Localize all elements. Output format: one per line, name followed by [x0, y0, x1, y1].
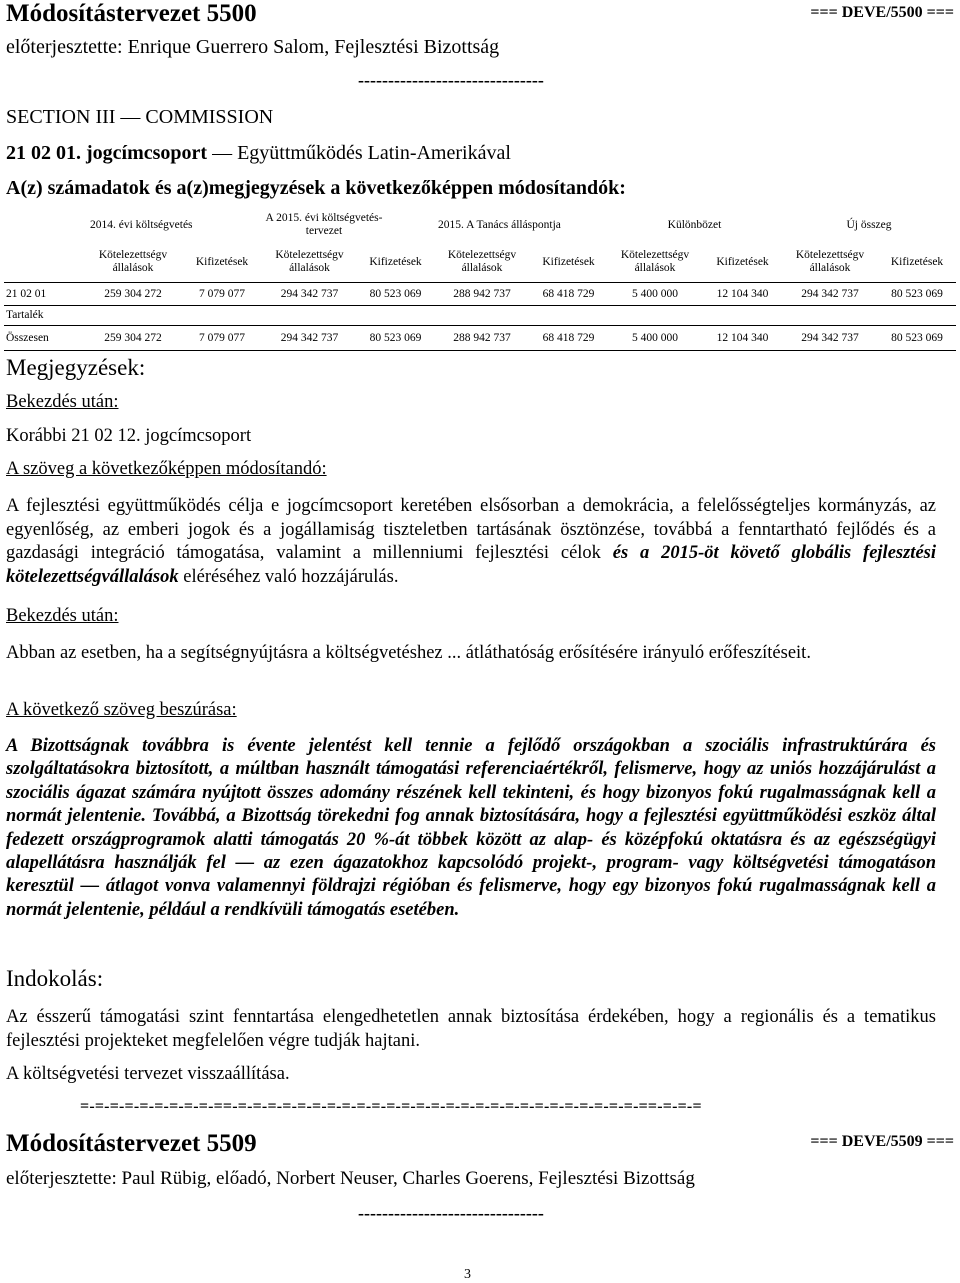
page-number: 3 [464, 1267, 471, 1282]
table-cell: 80 523 069 [878, 283, 956, 306]
table-cell: 80 523 069 [357, 283, 434, 306]
table-cell: 12 104 340 [703, 326, 782, 351]
subheader-commitments-line1: Kötelezettségv [275, 249, 344, 261]
inserted-paragraph: A Bizottságnak továbbra is évente jelentést kell tennie a fejlődő országokban a szociális infrastruktúrára és szolgáltatásokra biztosított, a múltban használt támogatási referenciaértékről, felismerve, hogy az uniós hozzájárulást a szociális ágazat számára nyújtott összes adomány részének kell tekinteni, és hogy bizonyos fokú rugalmasságnak kell a normát jelentenie. Továbbá, a Bizottság törekedni fog annak biztosítására, hogy a fejlesztési együttműködési eszköz által fedezett országprogramok alatti támogatás 20 %-át többek között az alap- és középfokú oktatásra és az egészségügyi alapellátásra használják fel — az ezen ágazatokhoz kapcsolódó projekt-, program- vagy költségvetési támogatáson keresztül — átlagot vonva valamennyi földrajzi régióban és felismerve, hogy egy bizonyos fokú rugalmasságnak kell a normát jelentenie, például a rendkívüli támogatás esetében. [6, 736, 936, 920]
table-cell: 7 079 077 [182, 283, 262, 306]
row-label: Összesen [4, 326, 84, 351]
table-cell: 288 942 737 [434, 326, 530, 351]
remarks-paragraph-2: Abban az esetben, ha a segítségnyújtásra a költségvetéshez ... átláthatóság erősítésére irányuló erőfeszítéseit. [6, 643, 811, 663]
subheader-commitments [84, 242, 182, 283]
table-cell [607, 306, 703, 326]
subheader-commitments-line2: állalások [112, 262, 154, 274]
table-cell [262, 306, 357, 326]
subheader-commitments [262, 242, 357, 283]
table-cell: 68 418 729 [530, 283, 607, 306]
subheader-commitments [434, 242, 530, 283]
table-row [4, 283, 956, 306]
p1-inserted-text: és a 2015-öt követő globális fejlesztési kötelezettségvállalások [6, 543, 936, 587]
table-cell [182, 306, 262, 326]
subheader-empty [4, 242, 84, 283]
table-cell: 7 079 077 [182, 326, 262, 351]
subheader-payments: Kifizetések [195, 255, 249, 268]
previous-item: Korábbi 21 02 12. jogcímcsoport [6, 426, 252, 446]
item-label: jogcímcsoport [86, 142, 208, 164]
section-heading: SECTION III — COMMISSION [6, 106, 274, 128]
tabled-by-2: előterjesztette: Paul Rübig, előadó, Norbert Neuser, Charles Goerens, Fejlesztési Bizottság [6, 1168, 695, 1189]
table-cell [703, 306, 782, 326]
col-group-2014: 2014. évi költségvetés [90, 218, 193, 231]
amendment-code: === DEVE/5500 === [810, 4, 954, 21]
justification-heading: Indokolás: [6, 966, 104, 991]
subheader-payments: Kifizetések [542, 255, 595, 268]
subheader-commitments-line1: Kötelezettségv [98, 249, 168, 261]
justification-restore: A költségvetési tervezet visszaállítása. [6, 1064, 290, 1084]
table-cell: 259 304 272 [84, 283, 182, 306]
table-cell: 80 523 069 [878, 326, 956, 351]
table-cell: 294 342 737 [262, 283, 357, 306]
col-group-council-2015: 2015. A Tanács álláspontja [438, 218, 561, 231]
budget-table [4, 208, 956, 351]
subheader-commitments-line1: Kötelezettségv [795, 249, 865, 261]
table-cell: 68 418 729 [530, 326, 607, 351]
dash-separator-2: ------------------------------- [358, 1203, 544, 1223]
after-paragraph-label: Bekezdés után: [6, 392, 119, 412]
amendment-code-2: === DEVE/5509 === [810, 1133, 954, 1150]
item-code: 21 02 01. [6, 142, 81, 164]
remarks-heading: Megjegyzések: [6, 355, 146, 380]
row-label: Tartalék [4, 306, 84, 326]
p1-end-text: eléréséhez való hozzájárulás. [183, 566, 399, 587]
item-name: Együttműködés Latin-Amerikával [237, 142, 511, 164]
table-cell [357, 306, 434, 326]
subheader-commitments [607, 242, 703, 283]
table-cell: 288 942 737 [434, 283, 530, 306]
table-cell: 294 342 737 [782, 283, 878, 306]
col-group-draft-2015 [262, 208, 434, 242]
budget-item-heading [6, 142, 511, 165]
subheader-commitments-line2: állalások [634, 262, 676, 274]
table-cell [434, 306, 530, 326]
subheader-commitments [782, 242, 878, 283]
col-group-draft-2015-label: A 2015. évi költségvetés-tervezet [265, 212, 383, 237]
table-cell: 5 400 000 [607, 283, 703, 306]
subheader-commitments-line1: Kötelezettségv [620, 249, 690, 261]
justification-paragraph: Az ésszerű támogatási szint fenntartása elengedhetetlen annak biztosítása érdekében, hogy a regionális és a tematikus fejlesztési projekteket megfelelően végre tudják hajtani. [6, 1007, 936, 1051]
after-paragraph-label-2: Bekezdés után: [6, 606, 119, 626]
amend-text-label: A szöveg a következőképpen módosítandó: [6, 459, 327, 479]
table-cell: 80 523 069 [357, 326, 434, 351]
insert-text-label: A következő szöveg beszúrása: [6, 700, 237, 720]
subheader-commitments-line2: állalások [289, 262, 330, 274]
table-cell [782, 306, 878, 326]
table-row [4, 306, 956, 326]
subheader-commitments-line2: állalások [809, 262, 851, 274]
row-label: 21 02 01 [4, 283, 84, 306]
tabled-by: előterjesztette: Enrique Guerrero Salom, Fejlesztési Bizottság [6, 36, 500, 58]
col-group-difference: Különbözet [667, 218, 722, 231]
amend-intro: A(z) számadatok és a(z)megjegyzések a következőképpen módosítandók: [6, 177, 626, 199]
amendment-title-2: Módosítástervezet 5509 [6, 1130, 257, 1157]
subheader-payments: Kifizetések [369, 255, 422, 268]
dash-separator: ------------------------------- [358, 70, 544, 90]
table-cell: 259 304 272 [84, 326, 182, 351]
table-row [4, 326, 956, 351]
remarks-paragraph-1 [6, 495, 936, 589]
subheader-commitments-line2: állalások [461, 262, 503, 274]
table-cell [878, 306, 956, 326]
subheader-payments: Kifizetések [890, 255, 944, 268]
table-cell: 294 342 737 [262, 326, 357, 351]
amendment-separator: =-=-=-=-=-=-=-=-=-==-=-=-=-=-=-=-=-=-=-=-=-=-=-=-=-=-=-=-=-=-=-=-=-=-=-=-=-==-=-=-= [80, 1098, 702, 1115]
item-dash: — [212, 142, 233, 164]
amendment-title: Módosítástervezet 5500 [6, 0, 257, 27]
subheader-commitments-line1: Kötelezettségv [447, 249, 517, 261]
table-cell: 5 400 000 [607, 326, 703, 351]
col-group-new-amount: Új összeg [846, 218, 892, 231]
table-cell [84, 306, 182, 326]
p1-text: A fejlesztési együttműködés célja e jogcímcsoport keretében elsősorban a demokrácia, a felelősségteljes kormányzás, az egyenlőség, az emberi jogok és a jogállamiság tiszteletben tartásának ösztönzése, továbbá a fenntartható fejlődés és a gazdasági integráció támogatása, valamint a millenniumi fejlesztési célok [6, 496, 936, 563]
table-cell: 294 342 737 [782, 326, 878, 351]
table-cell: 12 104 340 [703, 283, 782, 306]
subheader-row [4, 242, 956, 283]
table-cell [530, 306, 607, 326]
subheader-payments: Kifizetések [716, 255, 769, 268]
